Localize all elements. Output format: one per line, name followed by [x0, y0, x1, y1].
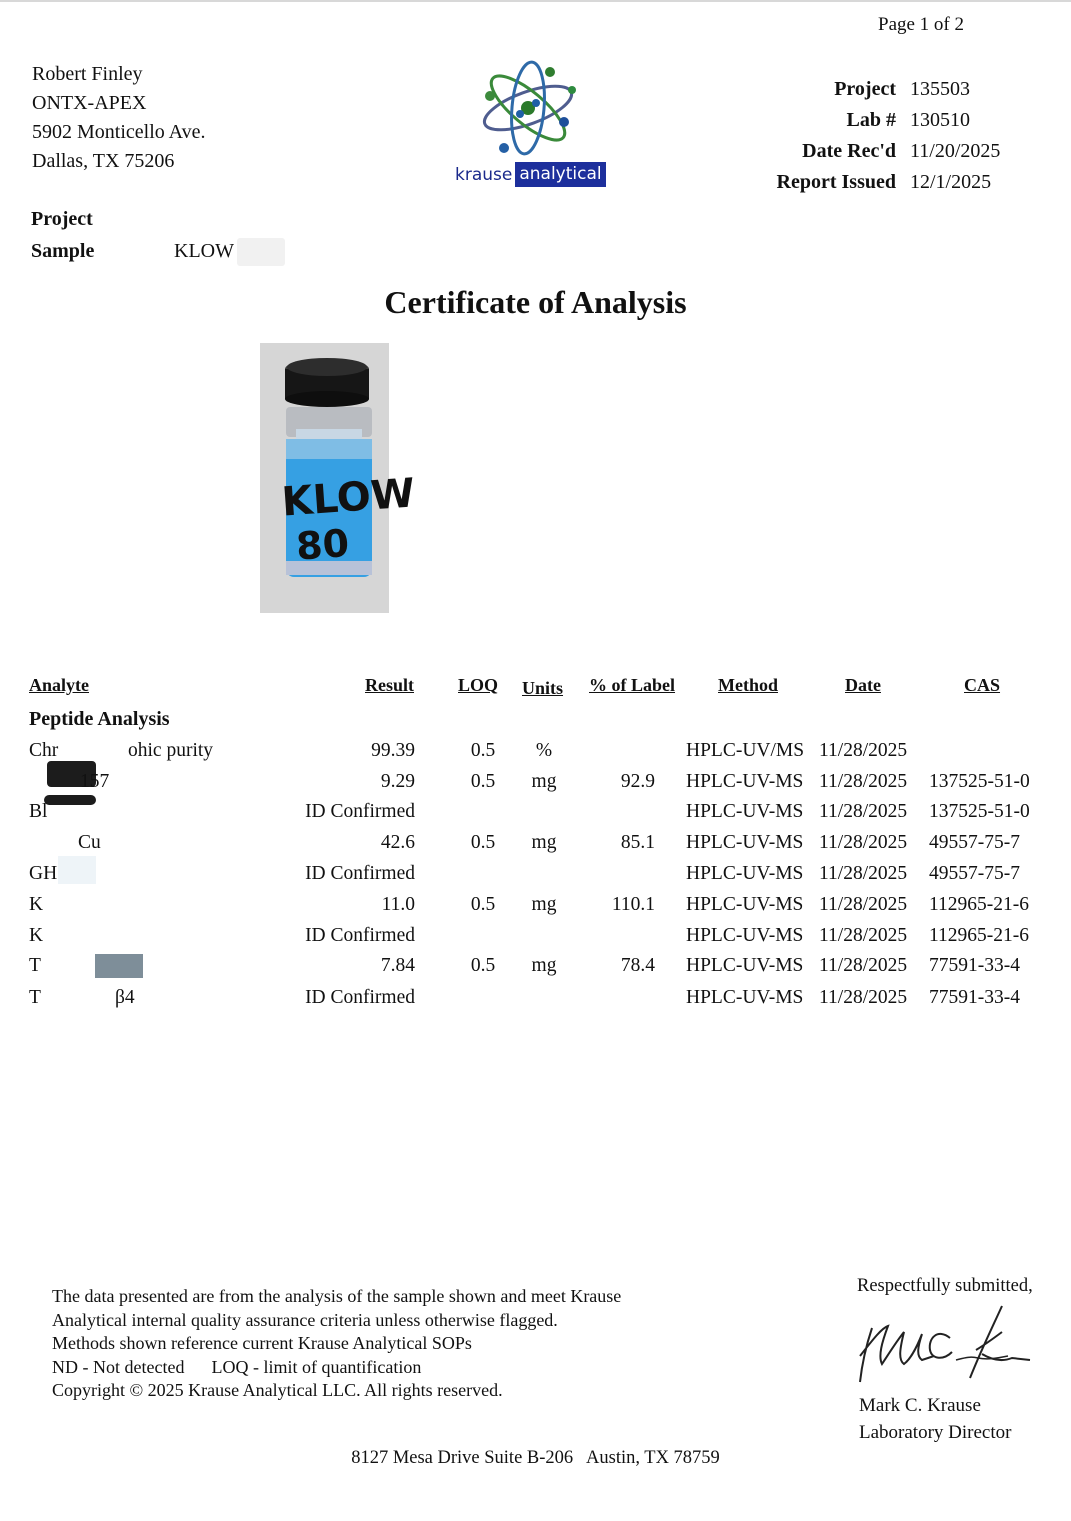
- cell-analyte: ohic purity: [128, 740, 214, 761]
- redaction: [95, 954, 143, 978]
- footer-notes: [52, 1285, 621, 1403]
- sample-label: Sample: [31, 240, 95, 262]
- meta-lab-value: 130510: [910, 109, 970, 131]
- cell-cas: 77591-33-4: [929, 955, 1020, 976]
- header-method: Method: [718, 675, 778, 695]
- cell-analyte: β4: [115, 987, 135, 1008]
- client-address-block: [32, 60, 206, 176]
- cell-result: 99.39: [371, 740, 415, 761]
- cell-analyte: Chr: [29, 740, 59, 761]
- signer-title: Laboratory Director: [859, 1422, 1012, 1443]
- cell-method: HPLC-UV-MS: [686, 987, 804, 1008]
- cell-result: ID Confirmed: [305, 801, 415, 822]
- logo-wordmark: [454, 162, 606, 187]
- cell-method: HPLC-UV-MS: [686, 894, 804, 915]
- cell-result: 7.84: [380, 955, 415, 976]
- lab-address: 8127 Mesa Drive Suite B-206 Austin, TX 78759: [351, 1448, 720, 1468]
- meta-issued-label: Report Issued: [776, 171, 896, 193]
- cell-cas: 112965-21-6: [929, 894, 1030, 915]
- vial-label-text-1: KLOW: [280, 470, 417, 526]
- meta-date-received: [760, 136, 1000, 167]
- redaction: [44, 795, 96, 805]
- section-peptide-analysis: Peptide Analysis: [29, 708, 170, 730]
- krause-analytical-logo: [452, 58, 612, 193]
- cell-cas: 137525-51-0: [929, 771, 1030, 792]
- sample-vial-photo: [260, 343, 417, 613]
- header-analyte: Analyte: [29, 675, 89, 695]
- cell-date: 11/28/2025: [819, 771, 908, 792]
- redaction: [237, 238, 285, 266]
- header-units: Units: [522, 678, 564, 698]
- cell-cas: 49557-75-7: [929, 832, 1020, 853]
- cell-units: mg: [531, 771, 557, 792]
- header-pct-label: % of Label: [589, 675, 676, 695]
- document-title: Certificate of Analysis: [384, 284, 687, 320]
- cell-units: mg: [531, 955, 557, 976]
- client-city: Dallas, TX 75206: [32, 150, 175, 172]
- footer-note-line: ND - Not detected LOQ - limit of quantification: [52, 1356, 422, 1377]
- cell-date: 11/28/2025: [819, 894, 908, 915]
- cell-loq: 0.5: [470, 832, 496, 853]
- cell-pct-label: 110.1: [611, 894, 655, 915]
- cell-analyte: Cu: [78, 832, 101, 853]
- logo-word-krause: krause: [455, 164, 513, 185]
- cell-units: mg: [531, 894, 557, 915]
- cell-date: 11/28/2025: [819, 740, 908, 761]
- cell-analyte: Bl: [29, 801, 48, 822]
- meta-received-label: Date Rec'd: [802, 140, 896, 162]
- atom-icon: [452, 58, 612, 162]
- meta-lab: [760, 105, 1000, 136]
- cell-cas: 49557-75-7: [929, 863, 1020, 884]
- cell-date: 11/28/2025: [819, 801, 908, 822]
- cell-pct-label: 78.4: [620, 955, 655, 976]
- cell-result: ID Confirmed: [305, 987, 415, 1008]
- cell-loq: 0.5: [470, 955, 496, 976]
- cell-analyte: K: [29, 894, 44, 915]
- vial-label-text-2: 80: [294, 521, 351, 569]
- cell-result: 9.29: [380, 771, 415, 792]
- cell-analyte: GH: [29, 863, 58, 884]
- cell-date: 11/28/2025: [819, 863, 908, 884]
- cell-units: %: [535, 740, 553, 761]
- cell-cas: 137525-51-0: [929, 801, 1030, 822]
- header-result: Result: [365, 675, 414, 695]
- header-loq: LOQ: [458, 675, 499, 695]
- footer-note-line: Methods shown reference current Krause Analytical SOPs: [52, 1333, 472, 1353]
- vial-icon: [260, 343, 417, 613]
- signature-image: [852, 1298, 1042, 1390]
- cell-method: HPLC-UV-MS: [686, 771, 804, 792]
- cell-loq: 0.5: [470, 740, 496, 761]
- cell-analyte: 157: [80, 771, 110, 792]
- cell-date: 11/28/2025: [819, 925, 908, 946]
- top-border: [0, 0, 1071, 2]
- cell-method: HPLC-UV/MS: [686, 740, 805, 761]
- meta-received-value: 11/20/2025: [910, 140, 1001, 162]
- cell-result: 42.6: [380, 832, 415, 853]
- page-number: Page 1 of 2: [878, 14, 965, 35]
- redaction: [58, 856, 96, 884]
- cell-method: HPLC-UV-MS: [686, 863, 804, 884]
- footer-note-line: Analytical internal quality assurance criteria unless otherwise flagged.: [52, 1309, 558, 1330]
- meta-report-issued: [760, 167, 1000, 198]
- cell-result: ID Confirmed: [305, 863, 415, 884]
- cell-analyte: T: [29, 955, 41, 976]
- cell-method: HPLC-UV-MS: [686, 955, 804, 976]
- footer-note-line: The data presented are from the analysis of the sample shown and meet Krause: [52, 1286, 622, 1306]
- header-cas: CAS: [964, 675, 1001, 695]
- project-label: Project: [31, 208, 93, 230]
- cell-units: mg: [531, 832, 557, 853]
- cell-date: 11/28/2025: [819, 832, 908, 853]
- client-company: ONTX-APEX: [32, 92, 147, 114]
- header-date: Date: [845, 675, 881, 695]
- cell-analyte: K: [29, 925, 44, 946]
- cell-cas: 112965-21-6: [929, 925, 1030, 946]
- cell-result: ID Confirmed: [305, 925, 415, 946]
- cell-analyte: T: [29, 987, 41, 1008]
- meta-issued-value: 12/1/2025: [910, 171, 992, 193]
- sample-value: KLOW: [174, 240, 234, 262]
- cell-cas: 77591-33-4: [929, 987, 1020, 1008]
- cell-method: HPLC-UV-MS: [686, 832, 804, 853]
- cell-loq: 0.5: [470, 771, 496, 792]
- meta-project-value: 135503: [910, 78, 970, 100]
- meta-project-label: Project: [834, 78, 896, 100]
- meta-project: [760, 74, 1000, 105]
- signer-block: [859, 1392, 1011, 1446]
- client-street: 5902 Monticello Ave.: [32, 121, 206, 143]
- logo-word-analytical: analytical: [515, 162, 605, 187]
- meta-lab-label: Lab #: [846, 109, 896, 131]
- cell-pct-label: 85.1: [620, 832, 655, 853]
- signer-name: Mark C. Krause: [859, 1395, 981, 1416]
- footer-copyright: Copyright © 2025 Krause Analytical LLC. All rights reserved.: [52, 1380, 503, 1400]
- report-meta: [760, 74, 1000, 198]
- client-name: Robert Finley: [32, 63, 143, 85]
- cell-method: HPLC-UV-MS: [686, 925, 804, 946]
- signoff-text: Respectfully submitted,: [857, 1276, 1033, 1296]
- cell-date: 11/28/2025: [819, 955, 908, 976]
- cell-date: 11/28/2025: [819, 987, 908, 1008]
- cell-result: 11.0: [381, 894, 415, 915]
- cell-method: HPLC-UV-MS: [686, 801, 804, 822]
- cell-loq: 0.5: [470, 894, 496, 915]
- cell-pct-label: 92.9: [620, 771, 655, 792]
